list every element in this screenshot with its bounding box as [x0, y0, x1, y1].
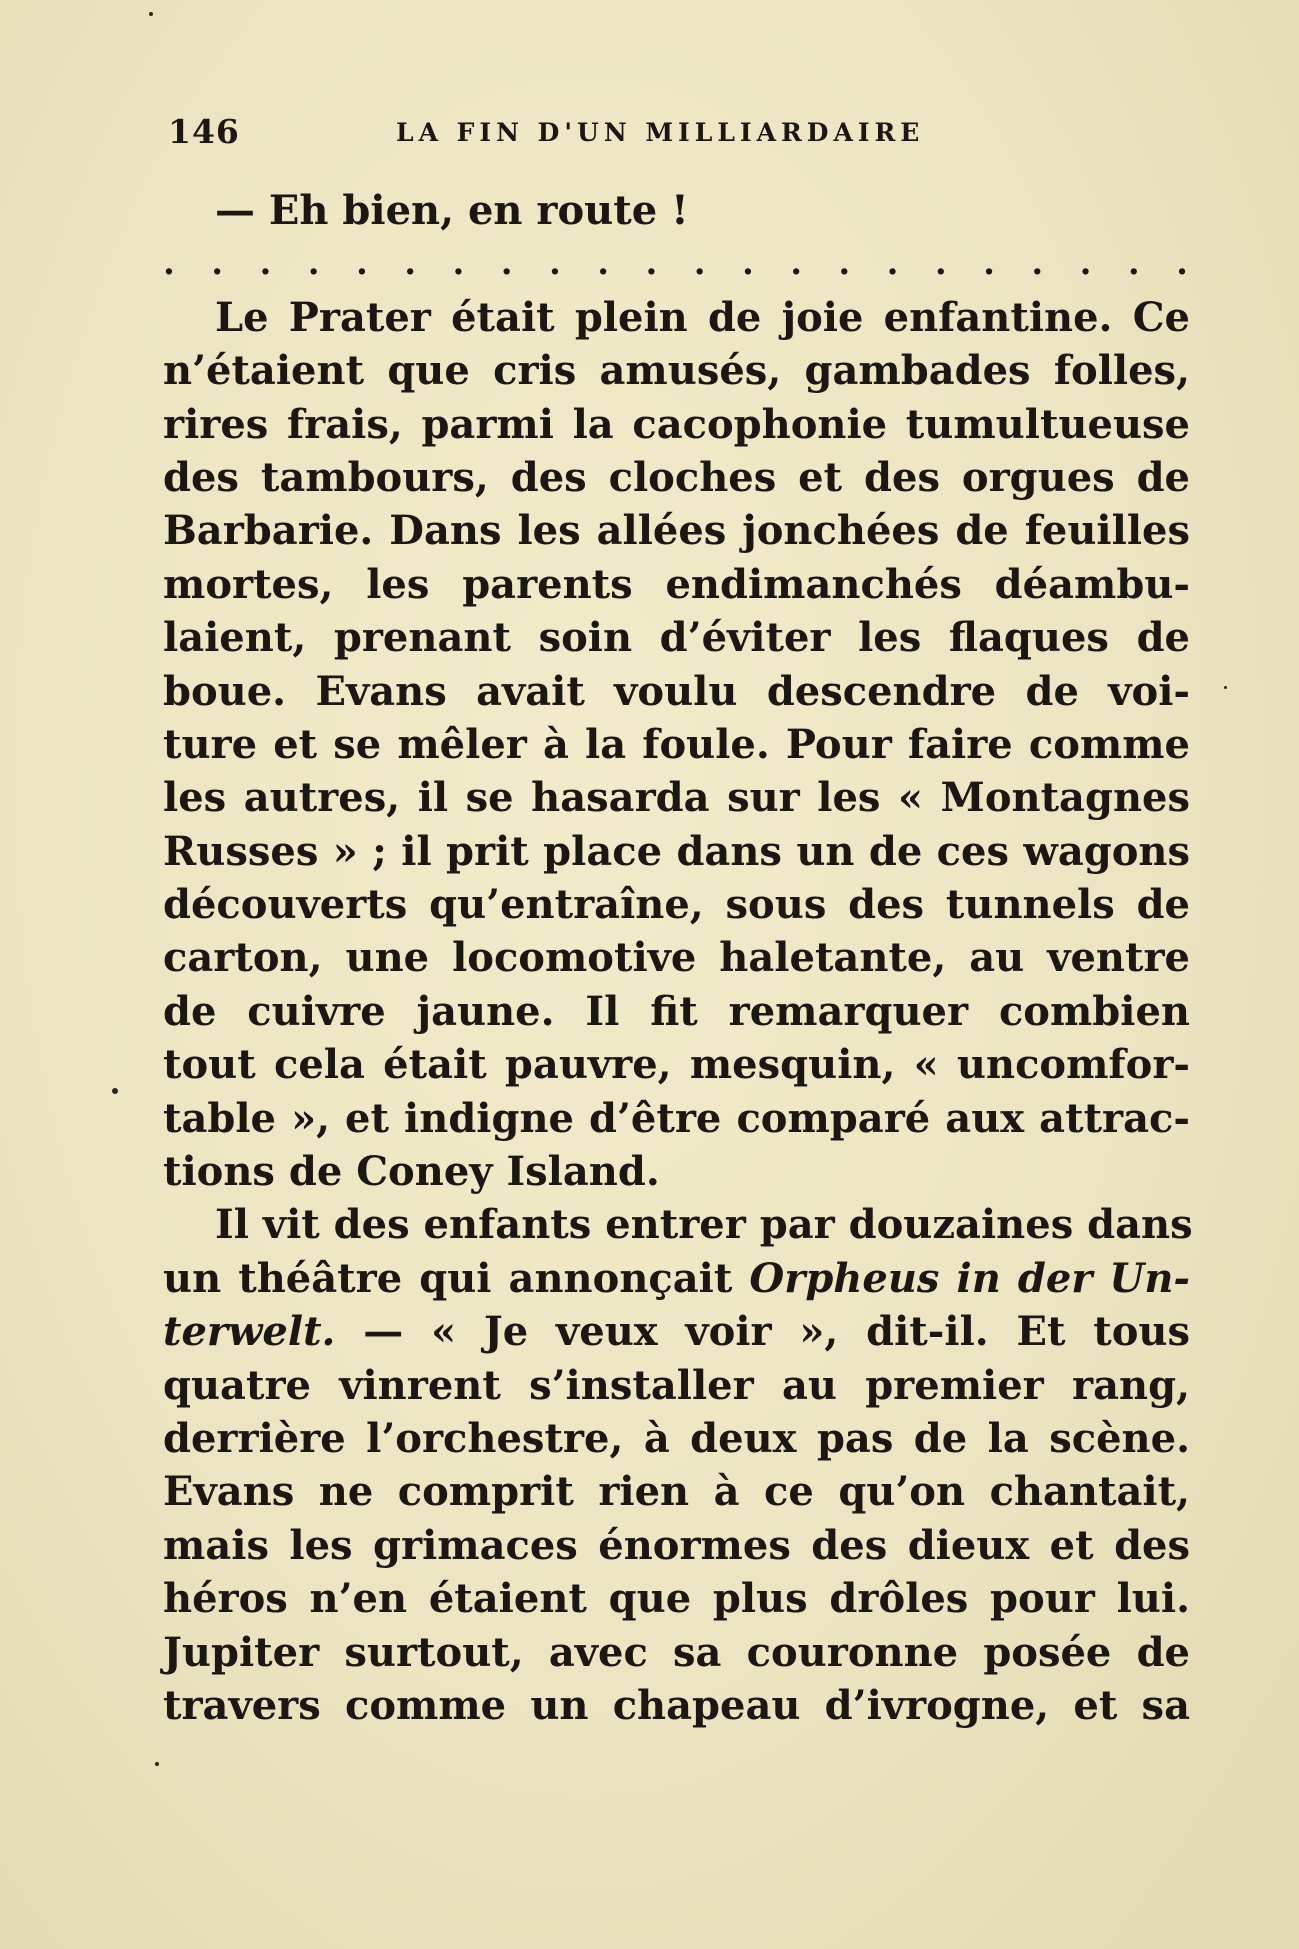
line-text: découverts qu’entraîne, sous des tunnels de — [163, 881, 1190, 929]
text-line — [163, 451, 1190, 504]
line-text: Barbarie. Dans les allées jonchées de feuilles — [163, 507, 1190, 555]
text-line — [163, 771, 1190, 824]
text-line — [163, 398, 1190, 451]
line-text: carton, une locomotive haletante, au ventre — [163, 934, 1190, 982]
text-line — [163, 291, 1190, 344]
text-line — [163, 1092, 1190, 1145]
text-line — [163, 1572, 1190, 1625]
text-line — [163, 931, 1190, 984]
line-text: tout cela était pauvre, mesquin, « uncomfor- — [163, 1041, 1190, 1089]
line-text: rires frais, parmi la cacophonie tumultueuse — [163, 400, 1190, 448]
line-text: table », et indigne d’être comparé aux attrac- — [163, 1094, 1190, 1142]
line-text: Jupiter surtout, avec sa couronne posée de — [163, 1628, 1190, 1676]
line-text: Russes » ; il prit place dans un de ces wagons — [163, 827, 1190, 875]
text-line — [163, 1679, 1190, 1732]
line-text: ture et se mêler à la foule. Pour faire comme — [163, 720, 1190, 768]
text-line — [163, 1145, 1190, 1198]
line-text: de cuivre jaune. Il fit remarquer combien — [163, 987, 1190, 1035]
italic-title: Orpheus in der Un- — [749, 1254, 1190, 1302]
dialogue-line: — Eh bien, en route ! — [215, 187, 689, 234]
text-line — [163, 1198, 1193, 1251]
line-text: derrière l’orchestre, à deux pas de la scène. — [163, 1414, 1190, 1462]
text-line — [163, 718, 1190, 771]
text-line — [163, 611, 1190, 664]
text-line — [163, 665, 1190, 718]
line-text: Evans ne comprit rien à ce qu’on chantait, — [163, 1468, 1190, 1516]
text-line — [163, 985, 1190, 1038]
text-line — [163, 825, 1190, 878]
line-text: un théâtre qui annonçait — [163, 1254, 750, 1302]
line-text: mais les grimaces énormes des dieux et des — [163, 1521, 1190, 1569]
line-text: quatre vinrent s’installer au premier rang, — [163, 1361, 1190, 1409]
line-text: Il vit des enfants entrer par douzaines dans — [215, 1201, 1193, 1249]
text-line — [163, 1412, 1190, 1465]
line-text: travers comme un chapeau d’ivrogne, et sa — [163, 1681, 1190, 1729]
paper-speck — [155, 1762, 159, 1766]
text-line — [163, 1626, 1190, 1679]
line-text: tions de Coney Island. — [163, 1148, 660, 1196]
text-line — [163, 558, 1190, 611]
paper-speck — [112, 1088, 118, 1094]
line-text: mortes, les parents endimanchés déambu- — [163, 560, 1190, 608]
line-text: des tambours, des cloches et des orgues de — [163, 453, 1190, 501]
text-line — [163, 1038, 1190, 1091]
line-text: héros n’en étaient que plus drôles pour lui. — [163, 1575, 1190, 1623]
line-text: laient, prenant soin d’éviter les flaques de — [163, 614, 1190, 662]
line-text: les autres, il se hasarda sur les « Montagnes — [163, 774, 1190, 822]
line-text: boue. Evans avait voulu descendre de voi- — [163, 667, 1190, 715]
line-text: n’étaient que cris amusés, gambades folles, — [163, 347, 1190, 395]
text-line — [163, 1359, 1190, 1412]
text-line — [163, 1465, 1190, 1518]
section-separator: . . . . . . . . . . . . . . . . . . . . . . — [163, 243, 1190, 284]
paper-speck — [149, 12, 153, 16]
text-line — [163, 1252, 1190, 1305]
line-text: — « Je veux voir », dit-il. Et tous — [335, 1308, 1190, 1356]
running-head — [168, 112, 958, 162]
paragraph-lines — [163, 291, 1193, 1733]
page-number: 146 — [168, 112, 240, 151]
text-line — [163, 1305, 1190, 1358]
text-line — [163, 878, 1190, 931]
text-line — [163, 1519, 1190, 1572]
running-title: LA FIN D'UN MILLIARDAIRE — [396, 118, 925, 147]
paper-speck — [1224, 686, 1227, 689]
line-text: Le Prater était plein de joie enfantine. Ce — [215, 293, 1190, 341]
text-line — [163, 504, 1190, 557]
text-line — [163, 344, 1190, 397]
body-text — [163, 184, 1193, 1732]
italic-title: terwelt. — [163, 1308, 336, 1356]
